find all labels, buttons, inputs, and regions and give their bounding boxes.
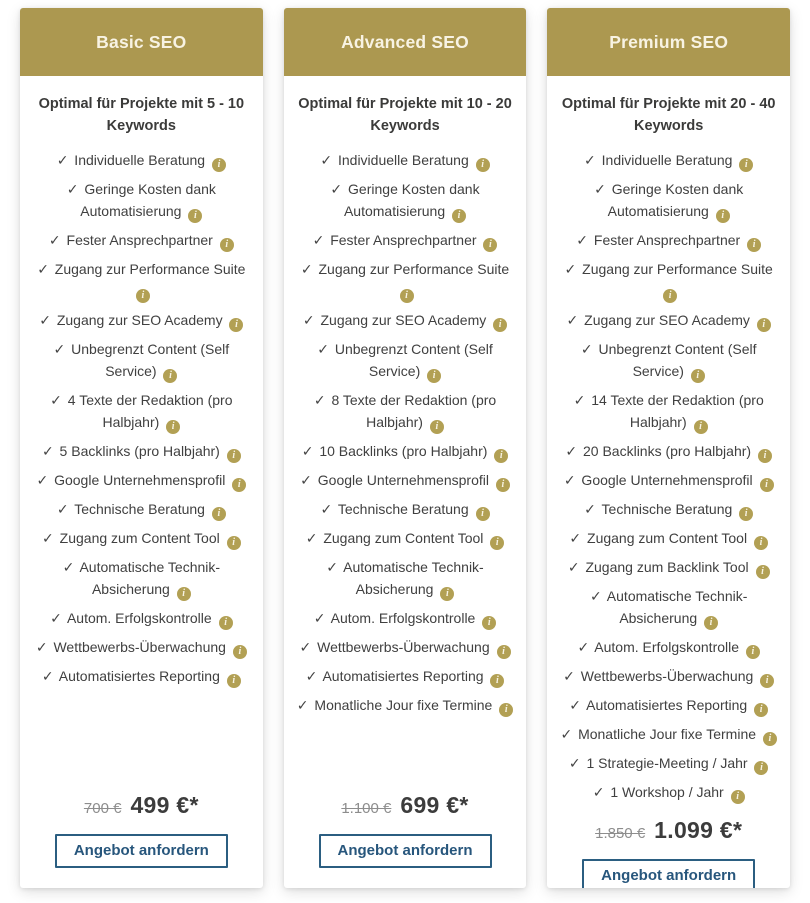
- check-icon: ✓: [296, 697, 309, 713]
- plan-card-basic: [20, 8, 263, 888]
- info-icon[interactable]: i: [758, 449, 772, 463]
- feature-item: [28, 604, 255, 633]
- feature-label: Autom. Erfolgskontrolle: [327, 610, 480, 626]
- feature-item: [292, 335, 519, 386]
- feature-item: [292, 386, 519, 437]
- check-icon: ✓: [569, 530, 582, 546]
- info-icon[interactable]: i: [229, 318, 243, 332]
- check-icon: ✓: [35, 639, 48, 655]
- feature-item: [28, 495, 255, 524]
- check-icon: ✓: [594, 181, 606, 197]
- check-icon: ✓: [317, 341, 329, 357]
- check-icon: ✓: [563, 472, 576, 488]
- feature-item: [555, 553, 782, 582]
- check-icon: ✓: [56, 152, 69, 168]
- current-price: 699 €*: [400, 792, 469, 818]
- check-icon: ✓: [560, 726, 573, 742]
- feature-item: [555, 778, 782, 807]
- plan-body: [20, 76, 263, 888]
- info-icon[interactable]: i: [716, 209, 730, 223]
- info-icon[interactable]: i: [440, 587, 454, 601]
- price-row: [28, 782, 255, 819]
- feature-label: Zugang zur Performance Suite: [50, 261, 246, 277]
- feature-item: [292, 553, 519, 604]
- info-icon[interactable]: i: [136, 289, 150, 303]
- check-icon: ✓: [573, 392, 586, 408]
- feature-item: [28, 662, 255, 691]
- check-icon: ✓: [299, 639, 312, 655]
- feature-label: Unbegrenzt Content (Self Service): [594, 341, 757, 379]
- feature-label: Zugang zum Content Tool: [55, 530, 224, 546]
- info-icon[interactable]: i: [694, 420, 708, 434]
- feature-label: Automatisiertes Reporting: [583, 697, 752, 713]
- feature-label: Technische Beratung: [334, 501, 473, 517]
- feature-item: [28, 633, 255, 662]
- info-icon[interactable]: i: [739, 158, 753, 172]
- check-icon: ✓: [300, 261, 313, 277]
- feature-item: [555, 662, 782, 691]
- check-icon: ✓: [305, 668, 318, 684]
- feature-label: Zugang zur Performance Suite: [578, 261, 773, 277]
- price-row: [292, 782, 519, 819]
- feature-label: Zugang zur Performance Suite: [314, 261, 510, 277]
- current-price: 499 €*: [130, 792, 199, 818]
- check-icon: ✓: [300, 472, 312, 488]
- feature-label: Unbegrenzt Content (Self Service): [330, 341, 493, 379]
- check-icon: ✓: [566, 312, 579, 328]
- feature-label: 10 Backlinks (pro Halbjahr): [315, 443, 492, 459]
- plan-card-premium: [547, 8, 790, 888]
- feature-label: Wettbewerbs-Überwachung: [49, 639, 230, 655]
- feature-label: 4 Texte der Redaktion (pro Halbjahr): [63, 392, 233, 430]
- feature-label: Fester Ansprechpartner: [590, 232, 745, 248]
- info-icon[interactable]: i: [427, 369, 441, 383]
- check-icon: ✓: [48, 232, 61, 248]
- info-icon[interactable]: i: [754, 761, 768, 775]
- feature-item: [555, 524, 782, 553]
- feature-item: [555, 582, 782, 633]
- current-price: 1.099 €*: [654, 817, 743, 843]
- feature-item: [292, 226, 519, 255]
- feature-item: [292, 255, 519, 306]
- info-icon[interactable]: i: [691, 369, 705, 383]
- feature-label: Automatische Technik-Absicherung: [603, 588, 748, 626]
- feature-label: Individuelle Beratung: [334, 152, 473, 168]
- feature-item: [292, 146, 519, 175]
- plan-title: Premium SEO: [609, 31, 729, 52]
- old-price: 1.100 €: [341, 800, 392, 817]
- feature-item: [555, 720, 782, 749]
- plan-subtitle: Optimal für Projekte mit 20 - 40 Keywords: [561, 96, 776, 134]
- feature-item: [28, 437, 255, 466]
- price-row: [555, 807, 782, 844]
- check-icon: ✓: [312, 232, 325, 248]
- info-icon[interactable]: i: [400, 289, 414, 303]
- info-icon[interactable]: i: [227, 674, 241, 688]
- info-icon[interactable]: i: [476, 158, 490, 172]
- info-icon[interactable]: i: [220, 238, 234, 252]
- feature-item: [555, 306, 782, 335]
- feature-item: [28, 524, 255, 553]
- feature-item: [292, 437, 519, 466]
- check-icon: ✓: [305, 530, 318, 546]
- plan-subtitle: Optimal für Projekte mit 5 - 10 Keywords: [38, 96, 245, 134]
- plan-header: [20, 8, 263, 76]
- feature-label: Monatliche Jour fixe Termine: [310, 697, 497, 713]
- check-icon: ✓: [56, 501, 69, 517]
- check-icon: ✓: [580, 341, 593, 357]
- feature-label: 14 Texte der Redaktion (pro Halbjahr): [587, 392, 764, 430]
- feature-item: [555, 749, 782, 778]
- feature-item: [28, 255, 255, 306]
- feature-item: [28, 306, 255, 335]
- feature-label: Technische Beratung: [597, 501, 737, 517]
- feature-item: [292, 524, 519, 553]
- check-icon: ✓: [37, 261, 49, 277]
- feature-label: Fester Ansprechpartner: [326, 232, 481, 248]
- info-icon[interactable]: i: [232, 478, 246, 492]
- old-price: 1.850 €: [595, 825, 646, 842]
- info-icon[interactable]: i: [212, 507, 226, 521]
- request-offer-button[interactable]: Angebot anfordern: [582, 859, 755, 888]
- info-icon[interactable]: i: [754, 536, 768, 550]
- feature-label: Individuelle Beratung: [597, 152, 737, 168]
- plan-subtitle: Optimal für Projekte mit 10 - 20 Keywords: [298, 96, 512, 134]
- feature-label: Automatisiertes Reporting: [55, 668, 224, 684]
- check-icon: ✓: [42, 530, 54, 546]
- check-icon: ✓: [41, 668, 54, 684]
- info-icon[interactable]: i: [760, 478, 774, 492]
- feature-item: [28, 175, 255, 226]
- info-icon[interactable]: i: [212, 158, 226, 172]
- feature-label: Google Unternehmensprofil: [313, 472, 493, 488]
- check-icon: ✓: [565, 443, 578, 459]
- feature-label: Monatliche Jour fixe Termine: [574, 726, 760, 742]
- check-icon: ✓: [302, 312, 315, 328]
- feature-item: [555, 691, 782, 720]
- check-icon: ✓: [313, 392, 326, 408]
- check-icon: ✓: [584, 501, 596, 517]
- info-icon[interactable]: i: [704, 616, 718, 630]
- feature-item: [28, 386, 255, 437]
- check-icon: ✓: [62, 559, 75, 575]
- feature-label: Automatische Technik-Absicherung: [76, 559, 221, 597]
- info-icon[interactable]: i: [497, 645, 511, 659]
- feature-label: Zugang zum Content Tool: [583, 530, 751, 546]
- plan-title: Advanced SEO: [341, 31, 469, 52]
- feature-item: [292, 306, 519, 335]
- feature-label: Unbegrenzt Content (Self Service): [67, 341, 230, 379]
- feature-label: Zugang zum Content Tool: [319, 530, 488, 546]
- feature-label: 1 Workshop / Jahr: [606, 784, 728, 800]
- check-icon: ✓: [66, 181, 79, 197]
- check-icon: ✓: [584, 152, 596, 168]
- info-icon[interactable]: i: [747, 238, 761, 252]
- check-icon: ✓: [313, 610, 326, 626]
- feature-label: Zugang zur SEO Academy: [580, 312, 754, 328]
- feature-item: [28, 335, 255, 386]
- check-icon: ✓: [53, 341, 66, 357]
- plan-header: [547, 8, 790, 76]
- feature-label: Wettbewerbs-Überwachung: [313, 639, 494, 655]
- info-icon[interactable]: i: [757, 318, 771, 332]
- info-icon[interactable]: i: [166, 420, 180, 434]
- feature-label: Zugang zur SEO Academy: [316, 312, 491, 328]
- info-icon[interactable]: i: [746, 645, 760, 659]
- plan-body: [547, 76, 790, 888]
- info-icon[interactable]: i: [163, 369, 177, 383]
- feature-item: [555, 175, 782, 226]
- info-icon[interactable]: i: [496, 478, 510, 492]
- feature-item: [555, 495, 782, 524]
- check-icon: ✓: [36, 472, 49, 488]
- info-icon[interactable]: i: [177, 587, 191, 601]
- feature-label: Geringe Kosten dank Automatisierung: [343, 181, 480, 219]
- check-icon: ✓: [320, 152, 333, 168]
- old-price: 700 €: [83, 800, 122, 817]
- info-icon[interactable]: i: [494, 449, 508, 463]
- feature-item: [292, 662, 519, 691]
- feature-label: Automatisiertes Reporting: [319, 668, 488, 684]
- info-icon[interactable]: i: [227, 536, 241, 550]
- check-icon: ✓: [301, 443, 314, 459]
- info-icon[interactable]: i: [731, 790, 745, 804]
- feature-item: [555, 146, 782, 175]
- feature-item: [28, 226, 255, 255]
- check-icon: ✓: [326, 559, 339, 575]
- info-icon[interactable]: i: [739, 507, 753, 521]
- feature-label: Fester Ansprechpartner: [62, 232, 217, 248]
- info-icon[interactable]: i: [452, 209, 466, 223]
- request-offer-button[interactable]: Angebot anfordern: [319, 834, 492, 868]
- check-icon: ✓: [563, 668, 575, 684]
- feature-item: [292, 175, 519, 226]
- feature-list: [555, 146, 782, 807]
- check-icon: ✓: [330, 181, 343, 197]
- feature-label: Google Unternehmensprofil: [577, 472, 757, 488]
- info-icon[interactable]: i: [490, 674, 504, 688]
- feature-label: 1 Strategie-Meeting / Jahr: [582, 755, 752, 771]
- info-icon[interactable]: i: [754, 703, 768, 717]
- info-icon[interactable]: i: [476, 507, 490, 521]
- feature-label: Google Unternehmensprofil: [50, 472, 230, 488]
- info-icon[interactable]: i: [499, 703, 513, 717]
- feature-item: [555, 386, 782, 437]
- check-icon: ✓: [50, 610, 62, 626]
- check-icon: ✓: [41, 443, 54, 459]
- feature-label: Zugang zur SEO Academy: [52, 312, 227, 328]
- feature-list: [28, 146, 255, 691]
- info-icon[interactable]: i: [227, 449, 241, 463]
- feature-label: Automatische Technik-Absicherung: [340, 559, 484, 597]
- check-icon: ✓: [39, 312, 51, 328]
- feature-item: [555, 633, 782, 662]
- info-icon[interactable]: i: [233, 645, 247, 659]
- feature-item: [555, 255, 782, 306]
- info-icon[interactable]: i: [430, 420, 444, 434]
- request-offer-button[interactable]: Angebot anfordern: [55, 834, 228, 868]
- feature-label: Geringe Kosten dank Automatisierung: [80, 181, 216, 219]
- feature-list: [292, 146, 519, 720]
- feature-label: Autom. Erfolgskontrolle: [63, 610, 216, 626]
- check-icon: ✓: [576, 232, 588, 248]
- info-icon[interactable]: i: [482, 616, 496, 630]
- check-icon: ✓: [568, 755, 581, 771]
- info-icon[interactable]: i: [483, 238, 497, 252]
- info-icon[interactable]: i: [763, 732, 777, 746]
- info-icon[interactable]: i: [756, 565, 770, 579]
- check-icon: ✓: [564, 261, 577, 277]
- feature-item: [555, 466, 782, 495]
- feature-label: Zugang zum Backlink Tool: [581, 559, 753, 575]
- feature-item: [292, 495, 519, 524]
- info-icon[interactable]: i: [663, 289, 677, 303]
- check-icon: ✓: [320, 501, 333, 517]
- check-icon: ✓: [589, 588, 602, 604]
- feature-label: 20 Backlinks (pro Halbjahr): [579, 443, 755, 459]
- check-icon: ✓: [577, 639, 590, 655]
- feature-item: [292, 691, 519, 720]
- feature-item: [555, 437, 782, 466]
- check-icon: ✓: [567, 559, 580, 575]
- feature-item: [28, 553, 255, 604]
- check-icon: ✓: [569, 697, 581, 713]
- feature-label: 5 Backlinks (pro Halbjahr): [55, 443, 224, 459]
- info-icon[interactable]: i: [188, 209, 202, 223]
- check-icon: ✓: [592, 784, 605, 800]
- plan-body: [284, 76, 527, 888]
- feature-item: [555, 335, 782, 386]
- feature-item: [292, 466, 519, 495]
- check-icon: ✓: [50, 392, 62, 408]
- feature-label: Autom. Erfolgskontrolle: [591, 639, 743, 655]
- feature-item: [292, 633, 519, 662]
- plan-header: [284, 8, 527, 76]
- info-icon[interactable]: i: [219, 616, 233, 630]
- feature-label: Technische Beratung: [70, 501, 209, 517]
- feature-label: Geringe Kosten dank Automatisierung: [607, 181, 744, 219]
- feature-item: [28, 466, 255, 495]
- feature-label: Wettbewerbs-Überwachung: [576, 668, 758, 684]
- plan-title: Basic SEO: [96, 31, 187, 52]
- plan-card-advanced: [284, 8, 527, 888]
- feature-label: Individuelle Beratung: [70, 152, 209, 168]
- feature-label: 8 Texte der Redaktion (pro Halbjahr): [327, 392, 497, 430]
- feature-item: [555, 226, 782, 255]
- info-icon[interactable]: i: [493, 318, 507, 332]
- feature-item: [292, 604, 519, 633]
- info-icon[interactable]: i: [490, 536, 504, 550]
- info-icon[interactable]: i: [760, 674, 774, 688]
- feature-item: [28, 146, 255, 175]
